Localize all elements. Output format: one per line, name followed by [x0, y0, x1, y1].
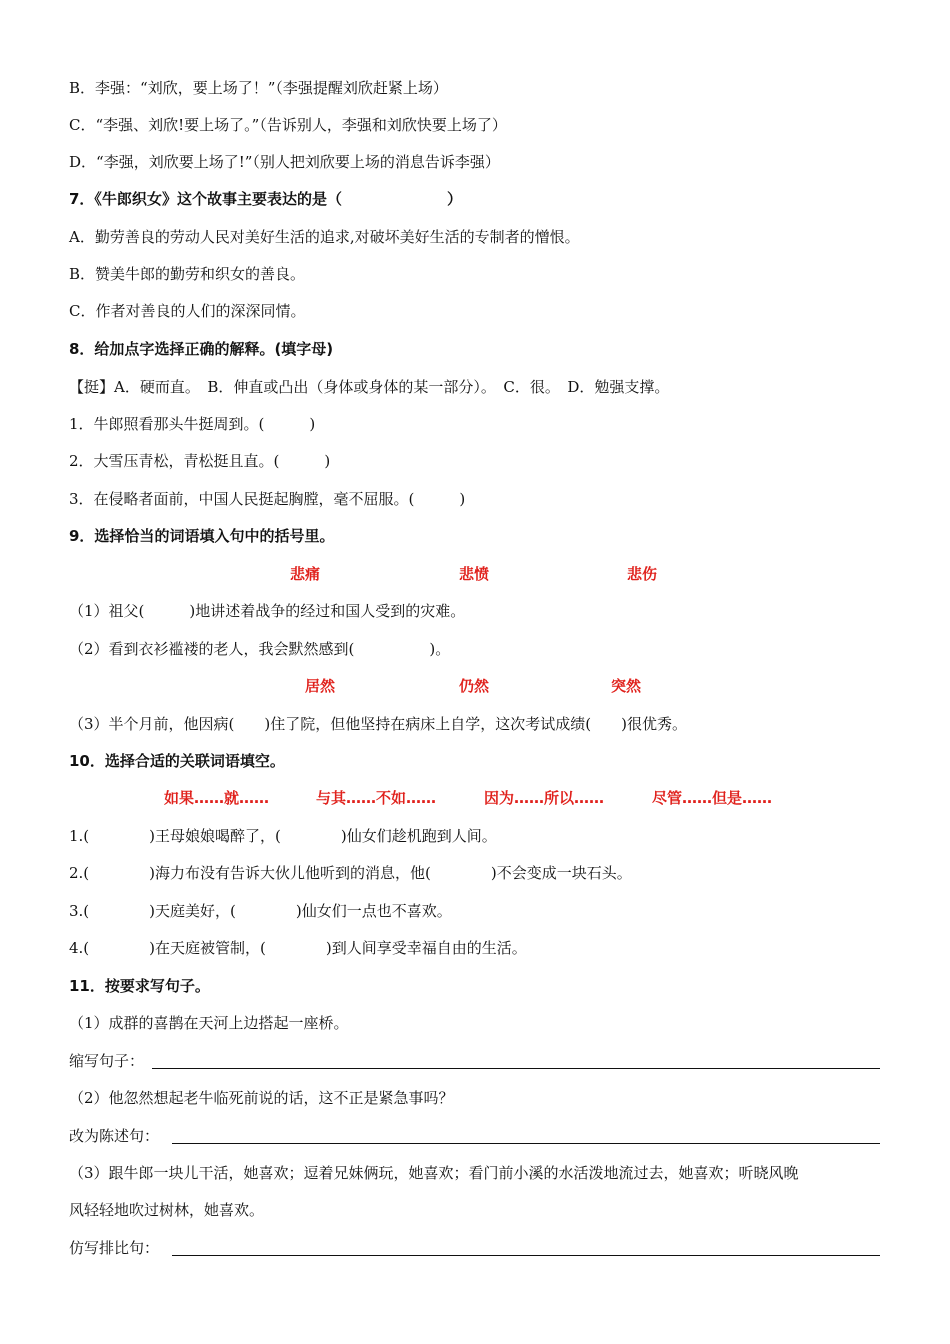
q8-title: 8．给加点字选择正确的解释。(填字母) — [69, 340, 334, 358]
q11-prompt-2: 改为陈述句： — [69, 1127, 160, 1145]
q7-option-c: C．作者对善良的人们的深深同情。 — [69, 302, 306, 320]
q9-word: 悲痛 — [290, 565, 321, 583]
q8-item: 3．在侵略者面前，中国人民挺起胸膛，毫不屈服。( ) — [69, 490, 466, 508]
q9-word: 居然 — [305, 677, 336, 695]
answer-line-2[interactable] — [172, 1143, 880, 1144]
q9-title: 9．选择恰当的词语填入句中的括号里。 — [69, 527, 335, 545]
q10-item: 3.( )天庭美好，( )仙女们一点也不喜欢。 — [69, 902, 452, 920]
q9-word: 突然 — [611, 677, 642, 695]
q10-word: 如果……就…… — [164, 789, 270, 807]
q8-item: 1．牛郎照看那头牛挺周到。( ) — [69, 415, 316, 433]
q7-option-b: B．赞美牛郎的勤劳和织女的善良。 — [69, 265, 306, 283]
q10-title: 10．选择合适的关联词语填空。 — [69, 752, 285, 770]
q11-sentence-2: （2）他忽然想起老牛临死前说的话，这不正是紧急事吗？ — [69, 1089, 454, 1107]
q11-sentence-3a: （3）跟牛郎一块儿干活，她喜欢；逗着兄妹俩玩，她喜欢；看门前小溪的水活泼地流过去，她喜欢；听晓风晚 — [69, 1164, 799, 1182]
q9-word: 悲愤 — [459, 565, 490, 583]
q10-item: 2.( )海力布没有告诉大伙儿他听到的消息，他( )不会变成一块石头。 — [69, 864, 632, 882]
answer-line-3[interactable] — [172, 1255, 880, 1256]
answer-line-1[interactable] — [152, 1068, 880, 1069]
q10-word: 尽管……但是…… — [652, 789, 773, 807]
q9-word: 仍然 — [459, 677, 490, 695]
q8-item: 2．大雪压青松，青松挺且直。( ) — [69, 452, 331, 470]
q11-sentence-1: （1）成群的喜鹊在天河上边搭起一座桥。 — [69, 1014, 349, 1032]
q11-sentence-3b: 风轻轻地吹过树林，她喜欢。 — [69, 1201, 265, 1219]
q9-sentence-1: （1）祖父( )地讲述着战争的经过和国人受到的灾难。 — [69, 602, 466, 620]
q9-sentence-2: （2）看到衣衫褴褛的老人，我会默然感到( )。 — [69, 640, 451, 658]
q9-word: 悲伤 — [627, 565, 658, 583]
q6-option-b: B．李强：“刘欣，要上场了！”（李强提醒刘欣赶紧上场） — [69, 79, 448, 97]
q9-sentence-3: （3）半个月前，他因病( )住了院，但他坚持在病床上自学，这次考试成绩( )很优秀。 — [69, 715, 687, 733]
q11-title: 11．按要求写句子。 — [69, 977, 210, 995]
q6-option-c: C．“李强、刘欣!要上场了。”（告诉别人，李强和刘欣快要上场了） — [69, 116, 507, 134]
q7-option-a: A．勤劳善良的劳动人民对美好生活的追求,对破坏美好生活的专制者的憎恨。 — [69, 228, 580, 246]
q10-item: 1.( )王母娘娘喝醉了，( )仙女们趁机跑到人间。 — [69, 827, 497, 845]
q11-prompt-3: 仿写排比句： — [69, 1239, 160, 1257]
q7-title: 7．《牛郎织女》这个故事主要表达的是（ ） — [69, 190, 462, 208]
q11-prompt-1: 缩写句子： — [69, 1052, 145, 1070]
q10-word: 因为……所以…… — [484, 789, 605, 807]
q6-option-d: D．“李强，刘欣要上场了!”（别人把刘欣要上场的消息告诉李强） — [69, 153, 500, 171]
q10-word: 与其……不如…… — [316, 789, 437, 807]
q8-definition: 【挺】A．硬而直。 B．伸直或凸出（身体或身体的某一部分）。 C．很。 D．勉强支撑。 — [69, 378, 670, 396]
q10-item: 4.( )在天庭被管制，( )到人间享受幸福自由的生活。 — [69, 939, 527, 957]
